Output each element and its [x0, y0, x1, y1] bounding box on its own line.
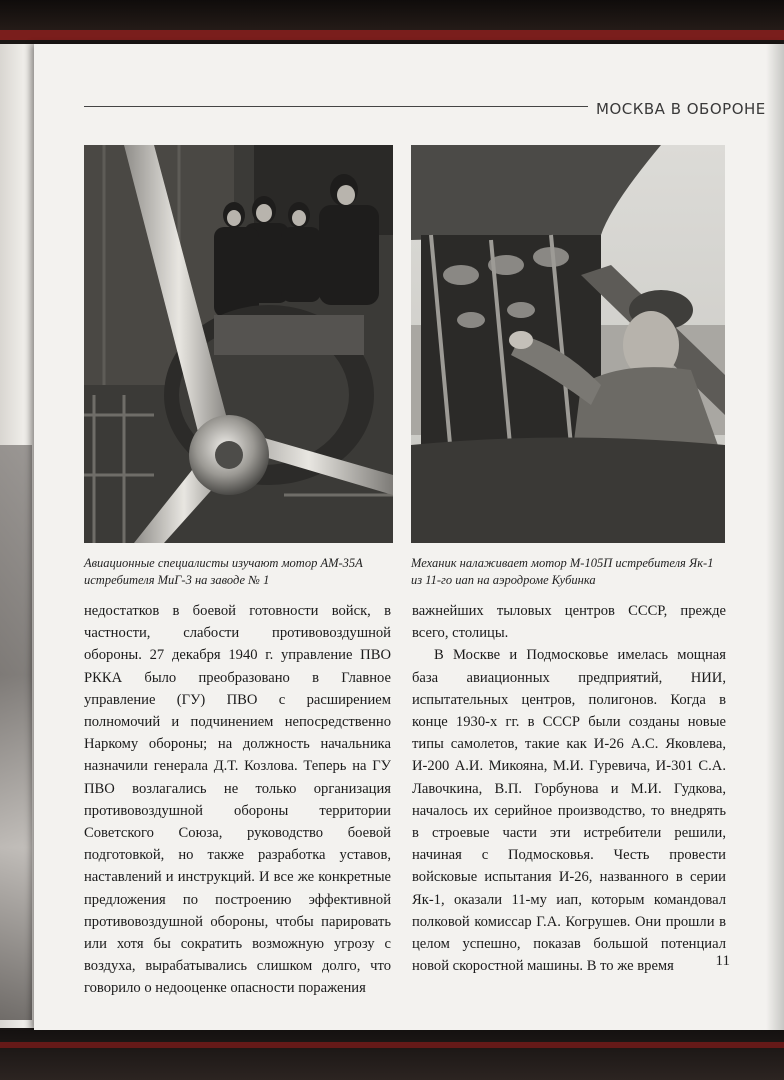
photo-mechanic-engine-image — [411, 145, 725, 543]
running-header-rule — [84, 106, 588, 107]
book-cover-edge-top — [0, 30, 784, 40]
photo-engine-inspection-image — [84, 145, 393, 543]
page-number: 11 — [715, 953, 730, 969]
page-gutter-shadow — [766, 44, 784, 1030]
photo-engine-inspection — [84, 145, 393, 543]
underlying-page-photo-strip — [0, 445, 32, 1020]
photo-mechanic-engine — [411, 145, 725, 543]
body-column-left — [84, 600, 391, 1000]
running-header-title: МОСКВА В ОБОРОНЕ — [596, 100, 766, 118]
book-cover-edge-bottom — [0, 1042, 784, 1048]
photo-caption-right: Механик налаживает мотор М-105П истребителя Як-1 из 11-го иап на аэродроме Кубинка — [411, 556, 714, 587]
photo-caption-left: Авиационные специалисты изучают мотор АМ-35А истребителя МиГ-3 на заводе № 1 — [84, 556, 363, 587]
body-column-right — [412, 600, 726, 977]
paragraph: В Москве и Подмосковье имелась мощная база авиационных предприятий, НИИ, испытательных центров, полигонов. Когда в конце 1930-х гг. в СССР были созданы новые типы самолетов, такие как И-26 А.С. Яковлева, И-200 А.И. Микояна, М.И. Гуревича, И-301 С.А. Лавочкина, В.П. Горбунова и М.И. Гудкова, началось их серийное производство, то внедрять в строевые части эти истребители решили, начиная с Подмосковья. Честь провести войсковые испытания И-26, названного в серии Як-1, оказали 11-му иап, которым командовал полковой комиссар Г.А. Когрушев. Они прошли в целом успешно, показав большой потенциал новой скоростной машины. В то же время — [412, 647, 726, 975]
paragraph-continued: недостатков в боевой готовности войск, в частности, слабости противовоздушной обороны. 27 декабря 1940 г. управление ПВО РККА было преобразовано в Главное управление (ГУ) ПВО с расширением полномочий и подчинением непосредственно Наркому обороны; на должность начальника назначили генерала Д.Т. Козлова. Теперь на ГУ ПВО возлагались не только организация противовоздушной обороны территории Советского Союза, руководство боевой подготовкой, но также разработка уставов, наставлений и инструкций. И все же конкретные предложения по построению эффективной противовоздушной обороны, чтобы парировать или хотя бы сократить возможную угрозу с воздуха, вырабатывались слишком долго, что говорило о недооценке опасности поражения — [84, 603, 391, 997]
paragraph-continued-right: важнейших тыловых центров СССР, прежде всего, столицы. — [412, 603, 726, 642]
scan-background-bottom — [0, 1030, 784, 1080]
